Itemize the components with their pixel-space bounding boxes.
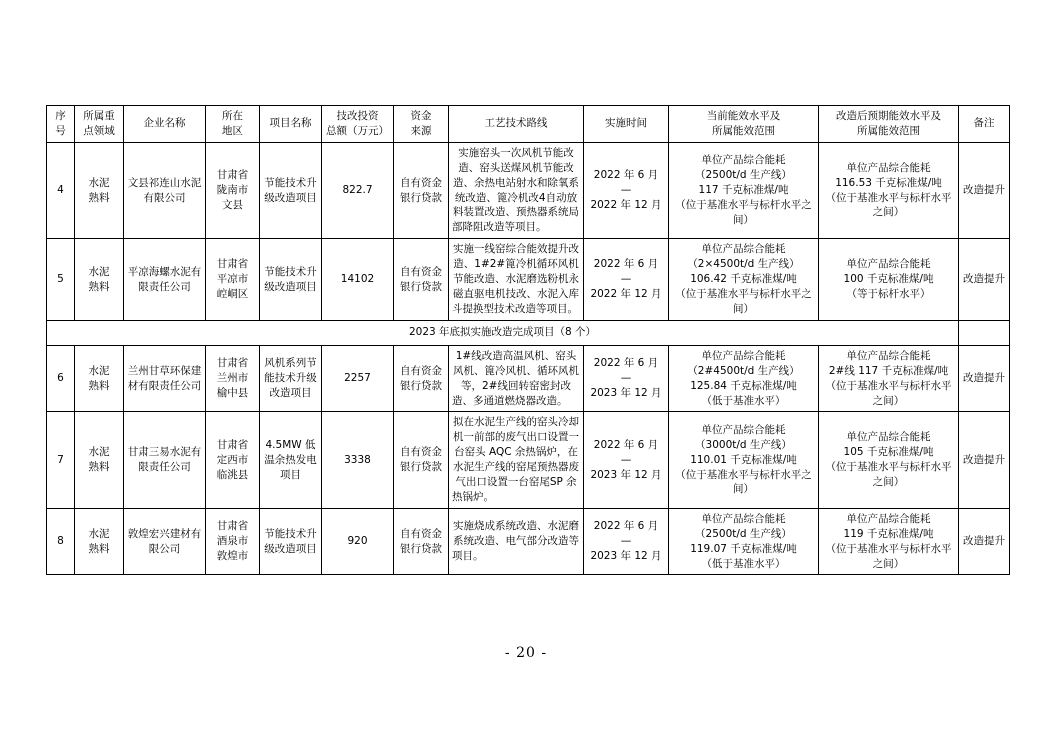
cell-fund-source [394,142,449,238]
cell-seq: 7 [47,412,75,508]
cell-key-field-line1: 水泥 [88,527,110,540]
cell-fund-line1: 自有资金 [400,265,442,278]
cell-region-line1: 甘肃省 [216,520,249,533]
header-fund-source-line2: 来源 [410,124,432,137]
header-seq-line1: 序 [55,110,66,122]
cell-fund-line2: 银行贷款 [400,461,442,474]
cell-current-level [669,239,819,321]
cell-after-level [819,345,959,412]
header-key-field-line2: 点领域 [83,124,115,137]
cell-fund-source [394,412,449,508]
cell-time-start: 2022 年 6 月 [593,520,659,533]
cell-current-line4: （位于基准水平与标杆水平之间） [675,198,812,226]
cell-company: 甘肃三易水泥有限责任公司 [124,412,206,508]
cell-after-line1: 单位产品综合能耗 [846,161,931,174]
cell-key-field [75,239,124,321]
cell-region [206,345,260,412]
cell-current-line1: 单位产品综合能耗 [701,243,786,256]
cell-region-line1: 甘肃省 [216,258,249,271]
cell-project: 风机系列节能技术升级改造项目 [260,345,322,412]
cell-investment: 14102 [322,239,394,321]
cell-current-level [669,508,819,575]
header-after-level-line1: 改造后预期能效水平及 [836,110,941,122]
table-row [47,508,1010,575]
cell-fund-line1: 自有资金 [400,364,442,377]
cell-seq: 5 [47,239,75,321]
cell-region [206,412,260,508]
cell-key-field [75,508,124,575]
section-label: 2023 年底拟实施改造完成项目（8 个） [47,320,959,345]
cell-time [584,345,669,412]
cell-company: 平凉海螺水泥有限责任公司 [124,239,206,321]
header-remark [959,106,1010,143]
cell-time-end: 2023 年 12 月 [590,550,662,563]
cell-seq: 6 [47,345,75,412]
cell-after-line3: （位于基准水平与标杆水平之间） [825,542,952,570]
cell-after-line1: 单位产品综合能耗 [846,431,931,444]
cell-current-line2: （3000t/d 生产线） [695,438,792,451]
cell-after-line3: （等于标杆水平） [846,287,931,300]
header-current-level-line1: 当前能效水平及 [706,110,781,122]
cell-after-line1: 单位产品综合能耗 [846,349,931,362]
projects-table-container [46,105,1009,575]
cell-key-field-line2: 熟料 [88,191,110,204]
cell-after-line1: 单位产品综合能耗 [846,512,931,525]
header-project [260,106,322,143]
cell-investment: 822.7 [322,142,394,238]
cell-current-line3: 106.42 千克标准煤/吨 [690,273,797,286]
cell-current-line3: 110.01 千克标准煤/吨 [690,453,797,466]
cell-project: 4.5MW 低温余热发电项目 [260,412,322,508]
cell-tech-route: 拟在水泥生产线的窑头冷却机一前部的废气出口设置一台窑头 AQC 余热锅炉，在水泥生产线的窑尾预热器废气出口设置一台窑尾SP 余热锅炉。 [449,412,584,508]
cell-company: 文县祁连山水泥有限公司 [124,142,206,238]
cell-region [206,508,260,575]
cell-after-line2: 100 千克标准煤/吨 [843,273,934,286]
cell-key-field-line1: 水泥 [88,364,110,377]
cell-fund-line2: 银行贷款 [400,191,442,204]
cell-project: 节能技术升级改造项目 [260,239,322,321]
cell-current-level [669,345,819,412]
cell-fund-line1: 自有资金 [400,527,442,540]
cell-fund-line1: 自有资金 [400,446,442,459]
header-current-level-line2: 所属能效范围 [712,124,775,137]
cell-after-line2: 116.53 千克标准煤/吨 [835,176,942,189]
cell-fund-line2: 银行贷款 [400,379,442,392]
header-tech-route [449,106,584,143]
cell-region [206,239,260,321]
cell-current-line4: （位于基准水平与标杆水平之间） [675,468,812,496]
cell-current-line1: 单位产品综合能耗 [701,154,786,167]
header-after-level [819,106,959,143]
cell-time-dash: — [620,372,632,385]
cell-time-dash: — [620,535,632,548]
cell-region-line1: 甘肃省 [216,438,249,451]
header-company-line1: 企业名称 [143,117,186,130]
cell-region-line3: 崆峒区 [216,287,249,300]
cell-region-line1: 甘肃省 [216,169,249,182]
cell-time-end: 2023 年 12 月 [590,468,662,481]
header-current-level [669,106,819,143]
cell-time-end: 2022 年 12 月 [590,198,662,211]
cell-after-line2: 119 千克标准煤/吨 [843,527,934,540]
header-region [206,106,260,143]
cell-current-line3: 125.84 千克标准煤/吨 [690,379,797,392]
table-body [47,142,1010,575]
cell-tech-route: 实施窑头一次风机节能改造、窑头送煤风机节能改造、余热电站射水和除氧系统改造、篦冷机改4自动放料装置改造、预热器系统局部降阻改造等项目。 [449,142,584,238]
cell-time-end: 2023 年 12 月 [590,387,662,400]
cell-time-end: 2022 年 12 月 [590,287,662,300]
cell-fund-line2: 银行贷款 [400,542,442,555]
cell-time-start: 2022 年 6 月 [593,357,659,370]
cell-company: 敦煌宏兴建材有限公司 [124,508,206,575]
cell-current-line3: 119.07 千克标准煤/吨 [690,542,797,555]
header-key-field [75,106,124,143]
cell-time [584,412,669,508]
cell-current-line4: （低于基准水平） [701,557,786,570]
cell-key-field-line2: 熟料 [88,379,110,392]
cell-fund-line2: 银行贷款 [400,280,442,293]
header-investment [322,106,394,143]
cell-after-level [819,508,959,575]
cell-time-dash: — [620,184,632,197]
header-remark-line1: 备注 [973,117,995,130]
cell-region-line3: 临洮县 [216,468,249,481]
cell-key-field-line2: 熟料 [88,280,110,293]
cell-time [584,239,669,321]
cell-current-level [669,142,819,238]
cell-seq: 4 [47,142,75,238]
cell-fund-source [394,345,449,412]
cell-tech-route: 1#线改造高温风机、窑头风机、篦冷风机、循环风机等，2#线回转窑密封改造、多通道燃烧器改造。 [449,345,584,412]
table-section-row [47,320,1010,345]
cell-investment: 3338 [322,412,394,508]
header-fund-source [394,106,449,143]
header-seq-line2: 号 [55,124,66,137]
cell-current-line4: （位于基准水平与标杆水平之间） [675,287,812,315]
cell-region [206,142,260,238]
cell-remark: 改造提升 [959,345,1010,412]
table-row [47,142,1010,238]
cell-time-start: 2022 年 6 月 [593,438,659,451]
cell-region-line2: 兰州市 [216,372,249,385]
cell-key-field [75,142,124,238]
cell-key-field [75,412,124,508]
cell-after-line3: （位于基准水平与标杆水平之间） [825,461,952,489]
cell-current-line2: （2500t/d 生产线） [695,527,792,540]
cell-time-start: 2022 年 6 月 [593,258,659,271]
cell-current-line1: 单位产品综合能耗 [701,512,786,525]
cell-key-field-line2: 熟料 [88,461,110,474]
cell-fund-source [394,508,449,575]
table-row [47,239,1010,321]
header-time-line1: 实施时间 [605,117,647,130]
cell-current-line2: （2×4500t/d 生产线） [687,258,800,271]
cell-current-line1: 单位产品综合能耗 [701,349,786,362]
cell-time [584,142,669,238]
header-tech-route-line1: 工艺技术路线 [484,117,548,130]
cell-region-line2: 平凉市 [216,273,249,286]
cell-after-line2: 105 千克标准煤/吨 [843,446,934,459]
page-number: - 20 - [504,645,548,661]
cell-after-line3: （位于基准水平与标杆水平之间） [825,379,952,407]
header-investment-line1: 技改投资 [336,110,379,122]
cell-after-level [819,239,959,321]
cell-current-line4: （低于基准水平） [701,394,786,407]
cell-region-line1: 甘肃省 [216,357,249,370]
cell-current-line3: 117 千克标准煤/吨 [698,184,789,197]
cell-current-line2: （2#4500t/d 生产线） [687,364,800,377]
header-project-line1: 项目名称 [269,117,312,130]
table-header [47,106,1010,143]
header-investment-line2: 总额（万元） [326,124,389,137]
cell-project: 节能技术升级改造项目 [260,508,322,575]
cell-remark: 改造提升 [959,142,1010,238]
cell-after-level [819,412,959,508]
table-header-row [47,106,1010,143]
cell-after-level [819,142,959,238]
cell-key-field [75,345,124,412]
cell-investment: 2257 [322,345,394,412]
cell-time [584,508,669,575]
cell-remark: 改造提升 [959,239,1010,321]
cell-seq: 8 [47,508,75,575]
cell-project: 节能技术升级改造项目 [260,142,322,238]
table-row [47,345,1010,412]
cell-key-field-line1: 水泥 [88,265,110,278]
cell-remark: 改造提升 [959,508,1010,575]
header-after-level-line2: 所属能效范围 [857,124,920,137]
cell-region-line2: 定西市 [216,453,249,466]
table-row [47,412,1010,508]
cell-time-start: 2022 年 6 月 [593,169,659,182]
cell-fund-line1: 自有资金 [400,176,442,189]
cell-current-level [669,412,819,508]
header-region-line2: 地区 [222,124,243,137]
cell-region-line3: 榆中县 [216,387,249,400]
header-time [584,106,669,143]
cell-region-line2: 陇南市 [216,184,249,197]
cell-key-field-line1: 水泥 [88,176,110,189]
cell-current-line1: 单位产品综合能耗 [701,423,786,436]
header-key-field-line1: 所属重 [83,110,115,122]
cell-region-line3: 敦煌市 [216,550,249,563]
cell-tech-route: 实施烧成系统改造、水泥磨系统改造、电气部分改造等项目。 [449,508,584,575]
cell-after-line2: 2#线 117 千克标准煤/吨 [828,364,949,377]
cell-time-dash: — [620,273,632,286]
cell-remark: 改造提升 [959,412,1010,508]
header-fund-source-line1: 资金 [410,110,432,122]
cell-fund-source [394,239,449,321]
header-seq [47,106,75,143]
cell-investment: 920 [322,508,394,575]
cell-tech-route: 实施一线窑综合能效提升改造、1#2#篦冷机循环风机节能改造、水泥磨选粉机永磁直驱电机技改、水泥入库斗提换型技术改造等项目。 [449,239,584,321]
cell-current-line2: （2500t/d 生产线） [695,169,792,182]
cell-after-line1: 单位产品综合能耗 [846,258,931,271]
cell-company: 兰州甘草环保建材有限责任公司 [124,345,206,412]
cell-region-line2: 酒泉市 [216,535,249,548]
header-company [124,106,206,143]
cell-after-line3: （位于基准水平与标杆水平之间） [825,191,952,219]
cell-key-field-line2: 熟料 [88,542,110,555]
header-region-line1: 所在 [222,110,243,122]
cell-time-dash: — [620,453,632,466]
projects-table [46,105,1010,575]
cell-key-field-line1: 水泥 [88,446,110,459]
cell-region-line3: 文县 [222,198,243,211]
section-remark-empty [959,320,1010,345]
